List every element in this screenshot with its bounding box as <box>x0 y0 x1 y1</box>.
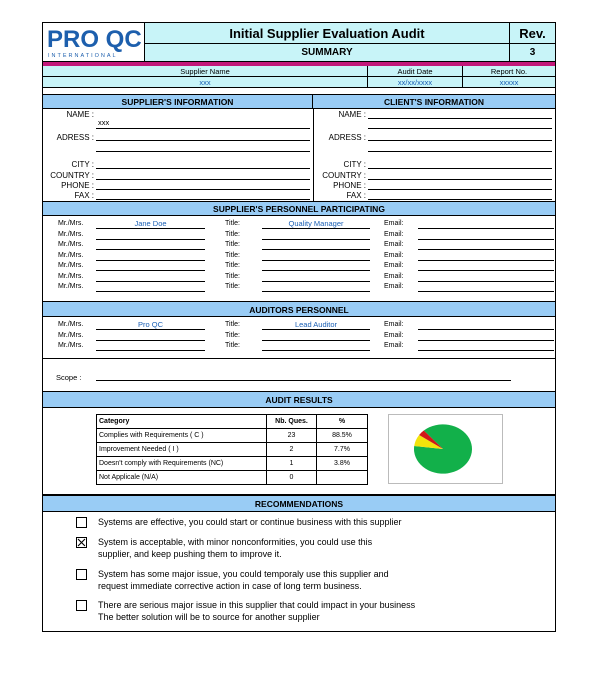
email-label: Email: <box>384 331 404 339</box>
table-row <box>97 457 368 471</box>
title-line[interactable] <box>262 249 370 250</box>
mr-label: Mr./Mrs. <box>58 220 84 227</box>
row-nb[interactable]: 2 <box>267 443 317 457</box>
supplier-phone-line[interactable] <box>96 189 310 190</box>
name-line[interactable] <box>96 291 205 292</box>
title-line[interactable] <box>262 270 370 271</box>
title-label: Title: <box>225 251 240 259</box>
auditors-header: AUDITORS PERSONNEL <box>43 301 555 317</box>
mr-label: Mr./Mrs. <box>58 262 84 269</box>
rec-text-3 <box>98 569 389 592</box>
supplier-name-label: Supplier Name <box>43 66 368 77</box>
rec-3-line1: System has some major issue, you could temporaly use this supplier and <box>98 569 389 579</box>
title-label: Title: <box>225 241 240 248</box>
title-line[interactable] <box>262 260 370 261</box>
row-pct: 3.8% <box>317 457 368 471</box>
personnel-header: SUPPLIER'S PERSONNEL PARTICIPATING <box>43 201 555 216</box>
client-name-label: NAME : <box>338 110 366 119</box>
col-nb: Nb. Ques. <box>267 415 317 429</box>
client-phone-line[interactable] <box>368 189 552 190</box>
report-no-value[interactable]: xxxxx <box>499 78 519 87</box>
rec-2-line1: System is acceptable, with minor nonconformities, you could use this <box>98 537 373 547</box>
row-nb[interactable]: 23 <box>267 429 317 443</box>
supplier-name-field-label: NAME : <box>66 110 94 119</box>
supplier-adress-line-1[interactable] <box>96 140 310 141</box>
table-row <box>97 471 368 485</box>
title-label: Title: <box>225 321 240 328</box>
row-category: Complies with Requirements ( C ) <box>97 429 267 443</box>
email-line[interactable] <box>418 329 554 330</box>
logo-text: PRO QC <box>47 26 142 53</box>
recommendations-header: RECOMMENDATIONS <box>43 495 555 512</box>
row-category: Doesn't comply with Requirements (NC) <box>97 457 267 471</box>
title-label: Title: <box>225 262 240 269</box>
supplier-phone-label: PHONE : <box>61 181 94 190</box>
email-label: Email: <box>384 241 404 248</box>
rev-value: 3 <box>510 44 555 62</box>
email-line[interactable] <box>418 291 554 292</box>
email-line[interactable] <box>418 340 554 341</box>
client-city-line[interactable] <box>368 168 552 169</box>
email-label: Email: <box>384 230 404 238</box>
audit-date-value[interactable]: xx/xx/xxxx <box>368 77 463 88</box>
client-adress-label: ADRESS : <box>328 133 366 142</box>
mr-label: Mr./Mrs. <box>58 241 84 248</box>
client-country-label: COUNTRY : <box>322 171 366 180</box>
mr-label: Mr./Mrs. <box>58 230 84 238</box>
supplier-adress-label: ADRESS : <box>56 133 94 142</box>
page-title: Initial Supplier Evaluation Audit <box>145 23 510 44</box>
mr-label: Mr./Mrs. <box>58 283 84 290</box>
scope-label: Scope : <box>56 373 82 382</box>
email-label: Email: <box>384 262 404 269</box>
supplier-adress-line-2[interactable] <box>96 151 310 152</box>
check-x-icon <box>77 538 86 547</box>
title-label: Title: <box>225 342 240 349</box>
scope-line[interactable] <box>96 380 511 381</box>
rec-checkbox-1[interactable] <box>76 517 87 528</box>
title-line[interactable] <box>262 228 370 229</box>
rec-3-line2: request immediate corrective action in case of long term business. <box>98 580 362 591</box>
email-line[interactable] <box>418 239 554 240</box>
scope-divider-top <box>43 358 555 359</box>
email-line[interactable] <box>418 270 554 271</box>
supplier-city-line[interactable] <box>96 168 310 169</box>
table-row <box>97 429 368 443</box>
title-line[interactable] <box>262 329 370 330</box>
results-table <box>96 414 368 485</box>
first-person-title[interactable]: Lead Auditor <box>294 320 338 329</box>
row-nb[interactable]: 1 <box>267 457 317 471</box>
title-label: Title: <box>225 283 240 290</box>
title-line[interactable] <box>262 340 370 341</box>
client-info-header: CLIENT'S INFORMATION <box>313 94 555 109</box>
name-line[interactable] <box>96 270 205 271</box>
rec-checkbox-2[interactable] <box>76 537 87 548</box>
email-line[interactable] <box>418 350 554 351</box>
rev-label: Rev. <box>510 23 555 44</box>
name-line[interactable] <box>96 340 205 341</box>
audit-date-label: Audit Date <box>368 66 463 77</box>
table-row <box>97 443 368 457</box>
client-fax-line[interactable] <box>368 199 552 200</box>
mr-label: Mr./Mrs. <box>58 342 84 349</box>
supplier-info-header: SUPPLIER'S INFORMATION <box>43 94 313 109</box>
supplier-city-label: CITY : <box>71 160 94 169</box>
row-pct <box>317 471 368 485</box>
mr-label: Mr./Mrs. <box>58 272 84 280</box>
client-fax-label: FAX : <box>346 191 366 200</box>
results-header: AUDIT RESULTS <box>43 391 555 408</box>
first-person-title[interactable]: Quality Manager <box>288 219 344 228</box>
title-label: Title: <box>225 220 240 227</box>
name-line[interactable] <box>96 228 205 229</box>
proqc-logo-icon <box>43 23 143 61</box>
rec-1-line1: Systems are effective, you could start or continue business with this supplier <box>98 517 402 527</box>
client-adress-line-1[interactable] <box>368 140 552 141</box>
logo <box>43 23 145 62</box>
rec-checkbox-4[interactable] <box>76 600 87 611</box>
client-country-line[interactable] <box>368 179 552 180</box>
name-line[interactable] <box>96 239 205 240</box>
email-label: Email: <box>384 321 404 328</box>
title-label: Title: <box>225 331 240 339</box>
supplier-name-line <box>96 128 310 129</box>
row-nb[interactable]: 0 <box>267 471 317 485</box>
email-label: Email: <box>384 220 404 227</box>
supplier-fax-label: FAX : <box>74 191 94 200</box>
supplier-name-field-value[interactable]: xxx <box>98 118 110 127</box>
email-label: Email: <box>384 272 404 280</box>
email-line[interactable] <box>418 260 554 261</box>
client-name-line[interactable] <box>368 118 552 119</box>
rec-4-line2: The better solution will be to source for another supplier <box>98 611 320 622</box>
mr-label: Mr./Mrs. <box>58 331 84 339</box>
email-label: Email: <box>384 342 404 349</box>
rec-2-line2: supplier, and keep pushing them to improve it. <box>98 548 282 559</box>
email-line[interactable] <box>418 249 554 250</box>
title-line[interactable] <box>262 281 370 282</box>
name-line[interactable] <box>96 281 205 282</box>
name-line[interactable] <box>96 260 205 261</box>
name-line[interactable] <box>96 329 205 330</box>
col-pct: % <box>317 415 368 429</box>
email-line[interactable] <box>418 228 554 229</box>
report-no-label: Report No. <box>463 66 555 77</box>
row-pct: 7.7% <box>317 443 368 457</box>
rec-text-4 <box>98 600 415 623</box>
first-person-name[interactable]: Pro QC <box>137 320 163 329</box>
title-line[interactable] <box>262 291 370 292</box>
email-line[interactable] <box>418 281 554 282</box>
mr-label: Mr./Mrs. <box>58 251 84 259</box>
row-pct: 88.5% <box>317 429 368 443</box>
rec-4-line1: There are serious major issue in this supplier that could impact in your business <box>98 600 416 610</box>
rec-checkbox-3[interactable] <box>76 569 87 580</box>
pie-chart-box <box>388 414 503 484</box>
client-city-label: CITY : <box>343 160 366 169</box>
supplier-country-label: COUNTRY : <box>50 171 94 180</box>
rec-text-2 <box>98 537 372 560</box>
page-subtitle: SUMMARY <box>145 44 510 62</box>
client-name-line-2[interactable] <box>368 128 552 129</box>
client-phone-label: PHONE : <box>333 181 366 190</box>
title-line[interactable] <box>262 239 370 240</box>
row-category: Improvement Needed ( I ) <box>97 443 267 457</box>
email-label: Email: <box>384 283 404 290</box>
supplier-country-line[interactable] <box>96 179 310 180</box>
title-label: Title: <box>225 272 240 280</box>
first-person-name[interactable]: Jane Doe <box>134 219 167 228</box>
mr-label: Mr./Mrs. <box>58 321 84 328</box>
row-category: Not Applicale (N/A) <box>97 471 267 485</box>
email-label: Email: <box>384 251 404 259</box>
name-line[interactable] <box>96 249 205 250</box>
col-category: Category <box>97 415 267 429</box>
name-line[interactable] <box>96 350 205 351</box>
supplier-name-value[interactable]: xxx <box>43 77 368 88</box>
rec-text-1 <box>98 517 401 529</box>
client-adress-line-2[interactable] <box>368 151 552 152</box>
title-label: Title: <box>225 230 240 238</box>
supplier-fax-line[interactable] <box>96 199 310 200</box>
logo-subtext: INTERNATIONAL <box>48 53 118 59</box>
pie-chart <box>389 415 502 483</box>
title-line[interactable] <box>262 350 370 351</box>
results-header-row <box>97 415 368 429</box>
